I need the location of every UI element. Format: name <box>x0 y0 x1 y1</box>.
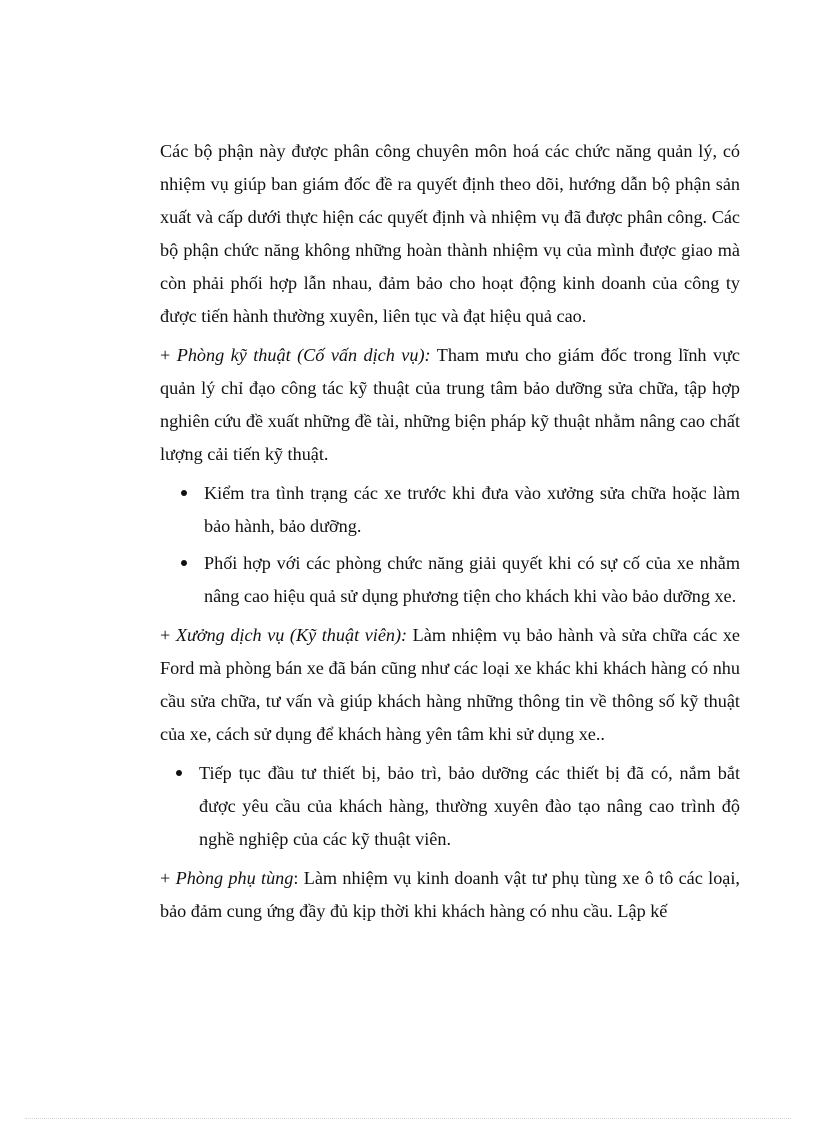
page-footer-divider <box>25 1118 791 1119</box>
section-heading: Phòng kỹ thuật (Cố vấn dịch vụ): <box>176 345 431 365</box>
list-item <box>160 477 740 543</box>
list-item <box>175 757 740 856</box>
bullet-list <box>160 757 740 856</box>
bullet-icon <box>181 560 187 566</box>
section-phong-phu-tung <box>160 862 740 928</box>
section-heading: Phòng phụ tùng <box>175 868 294 888</box>
section-body: Làm nhiệm vụ bảo hành và sửa chữa các xe Ford mà phòng bán xe đã bán cũng như các loại xe khác khi khách hàng có nhu cầu sửa chữa, tư vấn và giúp khách hàng những thông tin về thông số kỹ thuật của xe, cách sử dụng để khách hàng yên tâm khi sử dụng xe.. <box>160 625 740 744</box>
document-page <box>160 135 740 934</box>
section-prefix: + <box>160 868 176 888</box>
section-phong-ky-thuat <box>160 339 740 471</box>
list-item <box>160 547 740 613</box>
list-item-text: Kiểm tra tình trạng các xe trước khi đưa vào xưởng sửa chữa hoặc làm bảo hành, bảo dưỡng. <box>204 483 740 536</box>
section-xuong-dich-vu <box>160 619 740 751</box>
list-item-text: Phối hợp với các phòng chức năng giải quyết khi có sự cố của xe nhằm nâng cao hiệu quả sử dụng phương tiện cho khách khi vào bảo dưỡng xe. <box>204 553 740 606</box>
section-prefix: + <box>160 345 177 365</box>
section-body: Tham mưu cho giám đốc trong lĩnh vực quản lý chỉ đạo công tác kỹ thuật của trung tâm bảo dưỡng sửa chữa, tập hợp nghiên cứu đề xuất những đề tài, những biện pháp kỹ thuật nhằm nâng cao chất lượng cải tiến kỹ thuật. <box>160 345 740 464</box>
bullet-list <box>160 477 740 613</box>
section-body: : Làm nhiệm vụ kinh doanh vật tư phụ tùng xe ô tô các loại, bảo đảm cung ứng đầy đủ kịp thời khi khách hàng có nhu cầu. Lập kế <box>160 868 740 921</box>
list-item-text: Tiếp tục đầu tư thiết bị, bảo trì, bảo dưỡng các thiết bị đã có, nắm bắt được yêu cầu của khách hàng, thường xuyên đào tạo nâng cao trình độ nghề nghiệp của các kỹ thuật viên. <box>199 763 740 849</box>
section-heading: Xưởng dịch vụ (Kỹ thuật viên): <box>175 625 408 645</box>
bullet-icon <box>176 770 182 776</box>
section-prefix: + <box>160 625 176 645</box>
intro-paragraph: Các bộ phận này được phân công chuyên môn hoá các chức năng quản lý, có nhiệm vụ giúp ban giám đốc đề ra quyết định theo dõi, hướng dẫn bộ phận sản xuất và cấp dưới thực hiện các quyết định và nhiệm vụ đã được phân công. Các bộ phận chức năng không những hoàn thành nhiệm vụ của mình được giao mà còn phải phối hợp lẫn nhau, đảm bảo cho hoạt động kinh doanh của công ty được tiến hành thường xuyên, liên tục và đạt hiệu quả cao. <box>160 141 740 326</box>
bullet-icon <box>181 490 187 496</box>
